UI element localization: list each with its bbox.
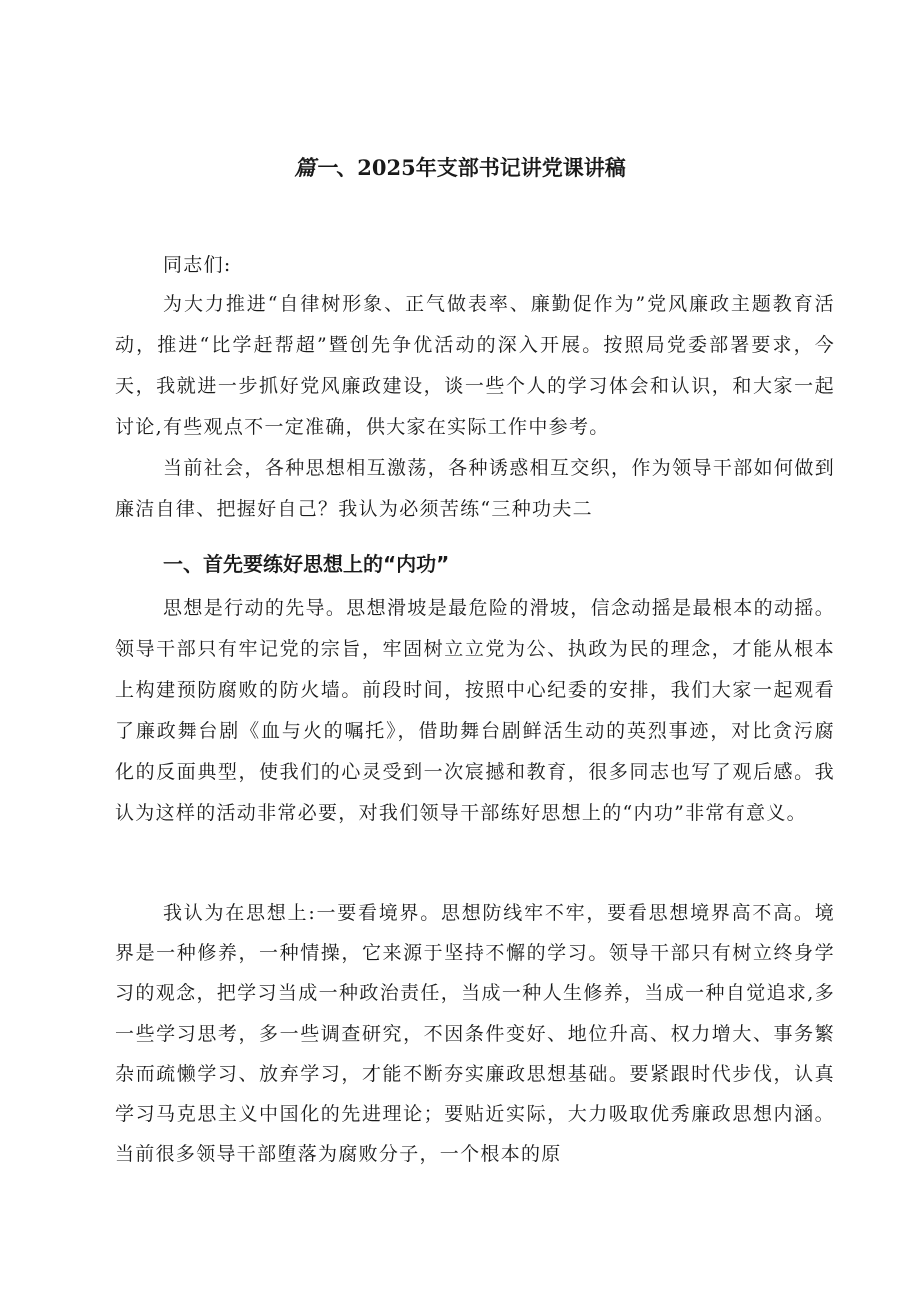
section-heading: 一、首先要练好思想上的“内功” — [163, 552, 450, 576]
document-title — [0, 150, 920, 186]
paragraph-thought: 我认为在思想上:一要看境界。思想防线牢不牢，要看思想境界高不高。境界是一种修养，一种情操，它来源于坚持不懈的学习。领导干部只有树立终身学习的观念，把学习当成一种政治责任，当成一种人生修养，当成一种自觉追求,多一些学习思考，多一些调查研究，不因条件变好、地位升高、权力增大、事务繁杂而疏懒学习、放弃学习，才能不断夯实廉政思想基础。要紧跟时代步伐，认真学习马克思主义中国化的先进理论；要贴近实际，大力吸取优秀廉政思想内涵。当前很多领导干部堕落为腐败分子，一个根本的原 — [115, 902, 835, 1166]
paragraph-section-one: 思想是行动的先导。思想滑坡是最危险的滑坡，信念动摇是最根本的动摇。领导干部只有牢记党的宗旨，牢固树立立党为公、执政为民的理念，才能从根本上构建预防腐败的防火墙。前段时间，按照中心纪委的安排，我们大家一起观看了廉政舞台剧《血与火的嘱托》，借助舞台剧鲜活生动的英烈事迹，对比贪污腐化的反面典型，使我们的心灵受到一次宸撼和教育，很多同志也写了观后感。我认为这样的活动非常必要，对我们领导干部练好思想上的“内功”非常有意义。 — [115, 597, 835, 824]
title-text: 、2025年支部书记讲党课讲稿 — [336, 155, 626, 180]
paragraph-intro: 为大力推进“自律树形象、正气做表率、廉勤促作为”党风廉政主题教育活动，推进“比学赶帮超”暨创先争优活动的深入开展。按照局党委部署要求，今天，我就进一步抓好党风廉政建设，谈一些个人的学习体会和认识，和大家一起讨论,有些观点不一定准确，供大家在实际工作中参考。 — [115, 293, 835, 438]
title-lead: 篇一 — [294, 155, 337, 180]
salutation: 同志们: — [163, 254, 232, 276]
paragraph-context: 当前社会，各种思想相互激荡，各种诱惑相互交织，作为领导干部如何做到廉洁自律、把握好自己？我认为必须苦练“三种功夫二 — [115, 457, 835, 520]
